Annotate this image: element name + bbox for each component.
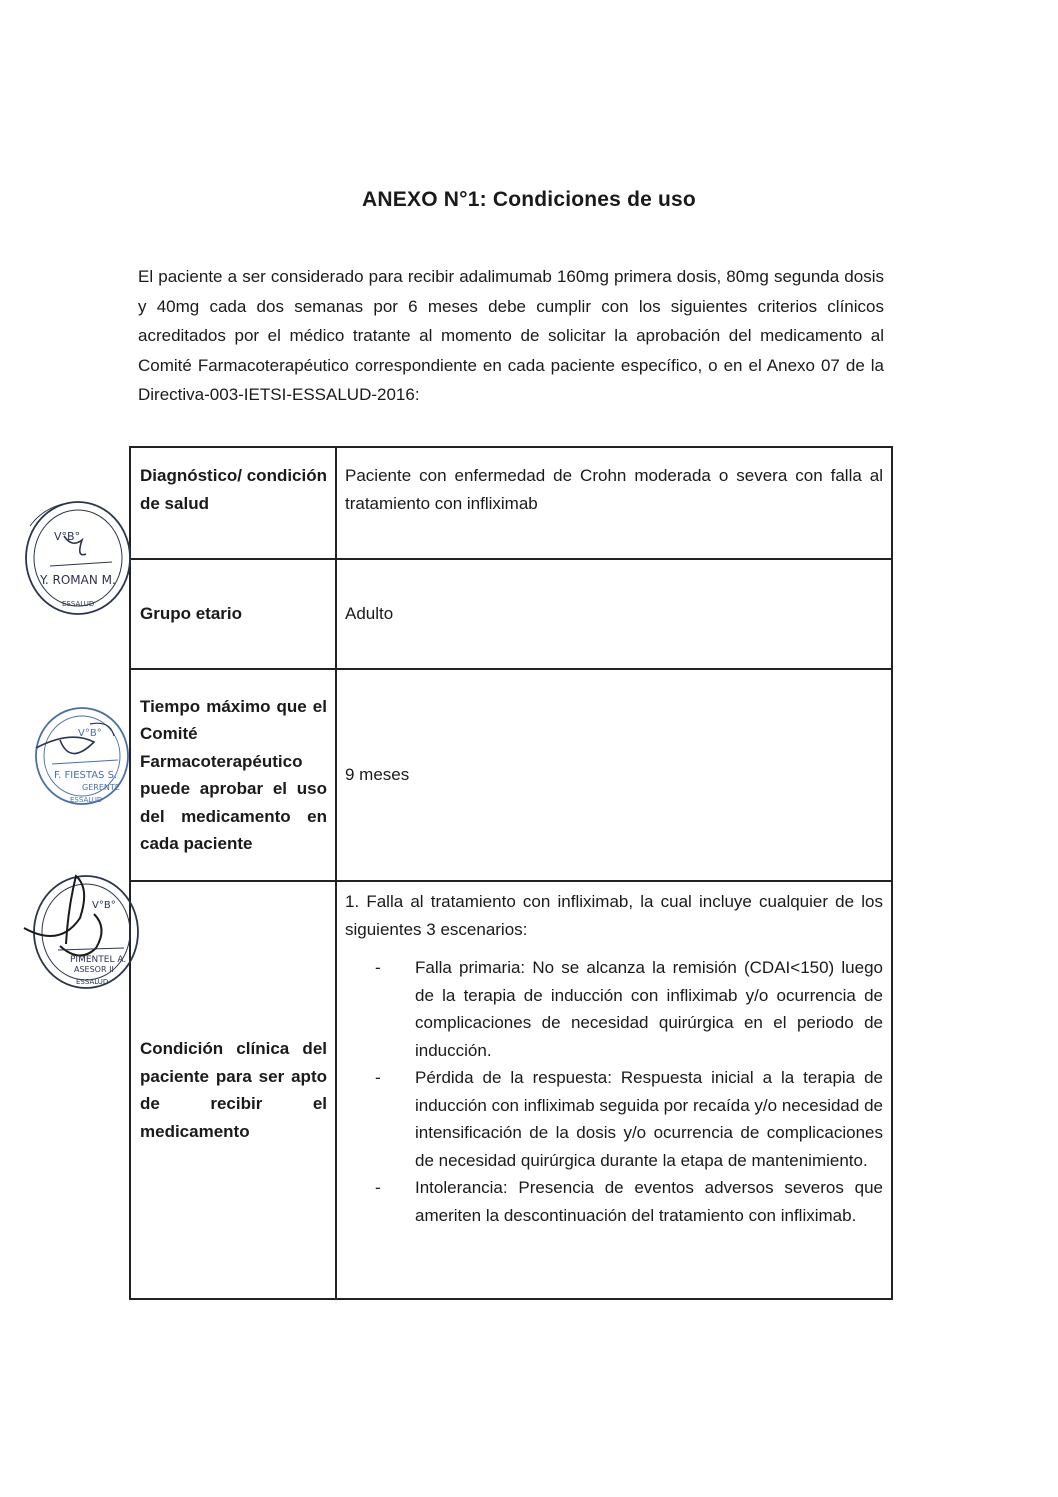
approval-stamp-roman: [16, 496, 134, 620]
approval-stamp-pimentel: [20, 868, 144, 996]
intro-paragraph: El paciente a ser considerado para recibir adalimumab 160mg primera dosis, 80mg segunda dosis y 40mg cada dos semanas por 6 meses debe cumplir con los siguientes criterios clínicos acreditados por el médico tratante al momento de solicitar la aprobación del medicamento al Comité Farmacoterapéutico correspondiente en cada paciente específico, o en el Anexo 07 de la Directiva-003-IETSI-ESSALUD-2016:: [138, 267, 884, 404]
table-row: [130, 447, 892, 559]
row-value-condicion-clinica: [336, 881, 892, 1299]
criteria-list: [371, 954, 883, 1229]
stamp-vobo: V°B°: [78, 728, 102, 739]
criteria-intro: 1. Falla al tratamiento con infliximab, la cual incluye cualquier de los siguientes 3 escenarios:: [345, 892, 883, 939]
row-value-diagnostico: Paciente con enfermedad de Crohn moderada o severa con falla al tratamiento con infliximab: [336, 447, 892, 559]
stamp-role: GERENTE: [82, 783, 120, 792]
approval-stamp-fiestas: [30, 700, 140, 814]
row-value-grupo-etario: Adulto: [336, 559, 892, 669]
conditions-table: [129, 446, 893, 1300]
stamp-name: Y. ROMAN M.: [40, 573, 116, 587]
row-label-grupo-etario: Grupo etario: [130, 559, 336, 669]
page-title: ANEXO N°1: Condiciones de uso: [362, 188, 696, 211]
stamp-name: F. FIESTAS S.: [54, 770, 118, 781]
table-row: [130, 559, 892, 669]
criteria-item: - Pérdida de la respuesta: Respuesta inicial a la terapia de inducción con infliximab seguida por recaída y/o necesidad de intensificación de la dosis y/o ocurrencia de complicaciones de necesidad quirúrgica durante la etapa de mantenimiento.: [371, 1064, 883, 1174]
table-row: [130, 669, 892, 881]
stamp-arc: ESSALUD: [62, 600, 95, 608]
stamp-vobo: V°B°: [54, 530, 81, 543]
row-label-condicion-clinica: Condición clínica del paciente para ser apto de recibir el medicamento: [130, 881, 336, 1299]
stamp-role: ASESOR II: [74, 965, 114, 974]
stamp-arc: ESSALUD: [76, 978, 109, 986]
stamp-arc: ESSALUD: [70, 796, 103, 804]
stamp-name: PIMENTEL A.: [70, 955, 127, 965]
criteria-item: - Falla primaria: No se alcanza la remisión (CDAI<150) luego de la terapia de inducción con infliximab y/o ocurrencia de complicaciones de necesidad quirúrgica en el periodo de inducción.: [371, 954, 883, 1064]
criteria-item: - Intolerancia: Presencia de eventos adversos severos que ameriten la descontinuación del tratamiento con infliximab.: [371, 1174, 883, 1229]
table-row: [130, 881, 892, 1299]
row-value-tiempo-maximo: 9 meses: [336, 669, 892, 881]
row-label-diagnostico: Diagnóstico/ condición de salud: [130, 447, 336, 559]
stamp-vobo: V°B°: [92, 900, 116, 911]
row-label-tiempo-maximo: Tiempo máximo que el Comité Farmacoterapéutico puede aprobar el uso del medicamento en cada paciente: [130, 669, 336, 881]
